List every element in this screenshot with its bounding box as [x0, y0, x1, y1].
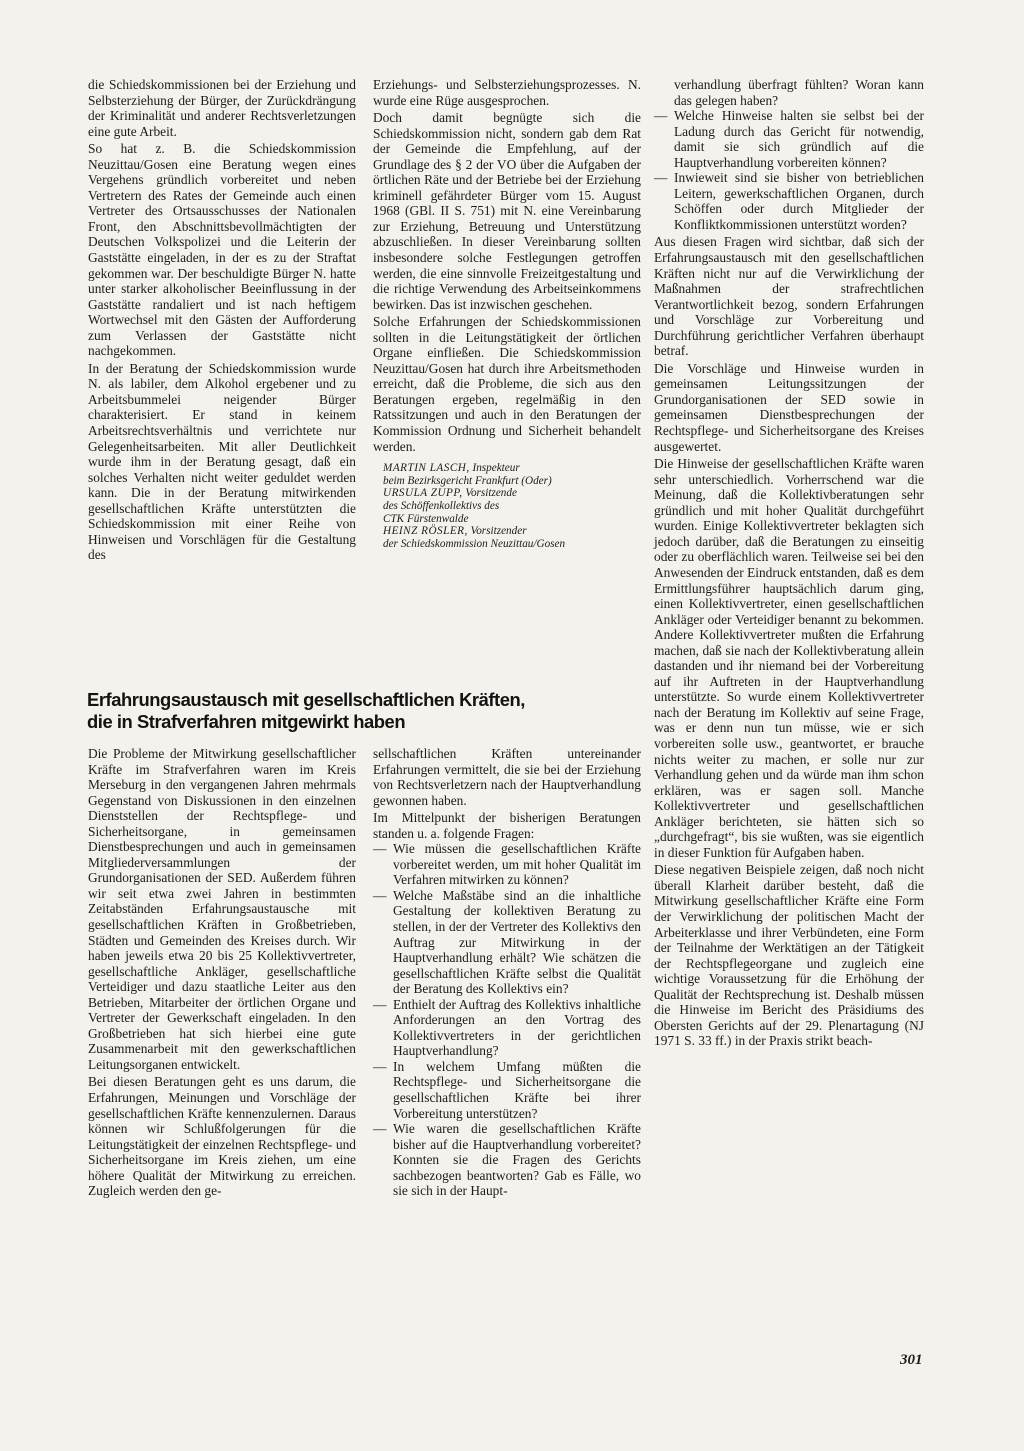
top-column-2: [373, 77, 641, 550]
question-continuation: verhandlung überfragt fühlten? Woran kann das gelegen haben?: [674, 77, 924, 108]
list-item: — Inwieweit sind sie bisher von betrieblichen Leitern, gewerkschaftlichen Organen, durch Schöffen oder durch Mitglieder der Konfliktkommissionen unterstützt worden?: [654, 170, 924, 232]
list-item: — Welche Maßstäbe sind an die inhaltliche Gestaltung der kollektiven Beratung zu stellen, in der der Vertreter des Kollektivs den Auftrag zur Mitwirkung in der Hauptverhandlung erhält? Wie schätzen die gesellschaftlichen Kräfte selbst die Qualität der Beratung des Kollektivs ein?: [373, 888, 641, 997]
paragraph: Erziehungs- und Selbsterziehungsprozesses. N. wurde eine Rüge ausgesprochen.: [373, 77, 641, 108]
question-list: [654, 108, 924, 232]
paragraph: Diese negativen Beispiele zeigen, daß noch nicht überall Klarheit darüber besteht, daß die Mitwirkung gesellschaftlicher Kräfte eine Form der Verwirklichung der politischen Macht der Arbeiterklasse und ihrer Verbündeten, eine Form der Teilnahme der Werktätigen an der Tätigkeit der Rechtspflegeorgane und zugleich eine wichtige Voraussetzung für die Erhöhung der Qualität der Rechtsprechung ist. Deshalb müssen die Hinweise im Bericht des Präsidiums des Obersten Gerichts auf der 29. Plenartagung (NJ 1971 S. 33 ff.) in der Praxis strikt beach-: [654, 862, 924, 1049]
right-column: [654, 77, 924, 1051]
list-item: — Enthielt der Auftrag des Kollektivs inhaltliche Anforderungen an den Vortrag des Kollektivvertreters in der gerichtlichen Hauptverhandlung?: [373, 997, 641, 1059]
list-item: — Wie müssen die gesellschaftlichen Kräfte vorbereitet werden, um mit hoher Qualität im Verfahren mitwirken zu können?: [373, 841, 641, 888]
author-signatures: MARTIN LASCH, Inspekteur beim Bezirksgericht Frankfurt (Oder) URSULA ZUPP, Vorsitzende des Schöffenkollektivs des CTK Fürstenwalde HEINZ RÖSLER, Vorsitzender der Schiedskommission Neuzittau/Gosen: [373, 462, 641, 550]
paragraph: In der Beratung der Schiedskommission wurde N. als labiler, dem Alkohol ergebener und zu Arbeitsbummelei neigender Bürger charakterisiert. Er stand in keinem Arbeitsrechtsverhältnis und verrichtete nur Gelegenheitsarbeiten. Mit aller Deutlichkeit wurde ihm in der Beratung gesagt, daß ein solches Verhalten nicht weiter geduldet werden kann. Die in der Beratung mitwirkenden gesellschaftlichen Kräfte unterstützten die Schiedskommission mit einer Reihe von Hinweisen und Vorschlägen für die Gestaltung des: [88, 360, 356, 563]
paragraph: Die Hinweise der gesellschaftlichen Kräfte waren sehr unterschiedlich. Vorherrschend war die Meinung, daß die Kollektivberatungen sehr gründlich und mit hoher Qualität durchgeführt wurden. Einige Kollektivvertreter beklagten sich jedoch darüber, daß die Beratungen zu einseitig oder zu oberflächlich waren. Teilweise sei bei den Anwesenden der Eindruck entstanden, daß es dem Ermittlungsführer hauptsächlich darum ging, einen Kollektivvertreter, einen gesellschaftlichen Ankläger oder Verteidiger benannt zu bekommen. Andere Kollektivvertreter mußten die Erfahrung machen, daß sie nach der Kollektivberatung allein dastanden und ihr niemand bei der Vorbereitung auf ihr Auftreten in der Hauptverhandlung unterstützte. So wurde einem Kollektivvertreter nach der Beratung im Kollektiv auf seine Frage, was er denn nun tun müsse, wie er sich vorbereiten solle usw., geantwortet, er brauche nichts weiter zu machen, er solle nur zur Verhandlung gehen und da würde man ihm schon erklären, was er sagen soll. Manche Kollektivvertreter und gesellschaftlichen Ankläger berichteten, sie hätten sich so „durchgefragt“, bis sie wußten, was sie eigentlich in dieser Funktion für Aufgaben haben.: [654, 456, 924, 860]
paragraph: Solche Erfahrungen der Schiedskommissionen sollten in die Leitungstätigkeit der örtlichen Organe einfließen. Die Schiedskommission Neuzittau/Gosen hat durch ihre Arbeitsmethoden erreicht, daß die Probleme, die sich aus den Beratungen ergeben, regelmäßig in den Ratssitzungen und auch in den Beratungen der Kommission Ordnung und Sicherheit behandelt werden.: [373, 314, 641, 454]
paragraph: die Schiedskommissionen bei der Erziehung und Selbsterziehung der Bürger, der Zurückdrängung der Kriminalität und anderer Rechtsverletzungen eine gute Arbeit.: [88, 77, 356, 139]
paragraph: Im Mittelpunkt der bisherigen Beratungen standen u. a. folgende Fragen:: [373, 810, 641, 841]
paragraph: Die Vorschläge und Hinweise wurden in gemeinsamen Leitungssitzungen der Grundorganisationen der SED sowie in gemeinsamen Dienstbesprechungen der Rechtspflege- und Sicherheitsorgane des Kreises ausgewertet.: [654, 360, 924, 454]
paragraph: So hat z. B. die Schiedskommission Neuzittau/Gosen eine Beratung wegen eines Vergehens gründlich vorbereitet und neben Vertretern des Rates der Gemeinde auch einen Vertreter des Ortsausschusses der Nationalen Front, den Abschnittsbevollmächtigten der Deutschen Volkspolizei und die Leiterin der Gaststätte eingeladen, in der es zu der Straftat gekommen war. Der beschuldigte Bürger N. hatte unter starker alkoholischer Beeinflussung in der Gaststätte randaliert und ist nach heftigem Wortwechsel mit den Gästen der Aufforderung zum Verlassen der Gaststätte nicht nachgekommen.: [88, 141, 356, 359]
paragraph: Bei diesen Beratungen geht es uns darum, die Erfahrungen, Meinungen und Vorschläge der gesellschaftlichen Kräfte kennenzulernen. Daraus können wir Schlußfolgerungen für die Leitungstätigkeit der einzelnen Rechtspflege- und Sicherheitsorgane im Kreis ziehen, um eine höhere Qualität der Mitwirkung zu erreichen. Zugleich werden den ge-: [88, 1074, 356, 1199]
signature-lasch: MARTIN LASCH, Inspekteur: [383, 462, 520, 475]
list-item: — Wie waren die gesellschaftlichen Kräfte bisher auf die Hauptverhandlung vorbereitet? Konnten sie die Fragen des Gerichts sachbezogen beantworten? Gab es Fälle, wo sie sich in der Haupt-: [373, 1121, 641, 1199]
question-list: [373, 841, 641, 1199]
signature-zupp: URSULA ZUPP, Vorsitzende: [383, 487, 517, 500]
top-column-1: [88, 77, 356, 565]
article-headline: Erfahrungsaustausch mit gesellschaftlichen Kräften, die in Strafverfahren mitgewirkt haben: [87, 689, 525, 732]
list-item: — In welchem Umfang müßten die Rechtspflege- und Sicherheitsorgane die gesellschaftlichen Kräfte bei ihrer Vorbereitung unterstützen?: [373, 1059, 641, 1121]
list-item: — Welche Hinweise halten sie selbst bei der Ladung durch das Gericht für notwendig, damit sie sich gründlich auf die Hauptverhandlung vorbereiten können?: [654, 108, 924, 170]
paragraph: sellschaftlichen Kräften untereinander Erfahrungen vermittelt, die sie bei der Erziehung von Rechtsverletzern nach der Hauptverhandlung gewonnen haben.: [373, 746, 641, 808]
paragraph: Doch damit begnügte sich die Schiedskommission nicht, sondern gab dem Rat der Gemeinde die Empfehlung, auf der Grundlage des § 2 der VO über die Aufgaben der örtlichen Räte und der Betriebe bei der Erziehung kriminell gefährdeter Bürger vom 15. August 1968 (GBl. II S. 751) mit N. eine Vereinbarung zur Erziehung, Betreuung und Unterstützung abzuschließen. In dieser Vereinbarung sollten insbesondere solche Festlegungen getroffen werden, die eine sinnvolle Freizeitgestaltung und die richtige Verwendung des Arbeitseinkommens bewirken. Das ist inzwischen geschehen.: [373, 110, 641, 312]
page-number: 301: [900, 1352, 923, 1368]
paragraph: Die Probleme der Mitwirkung gesellschaftlicher Kräfte im Strafverfahren waren im Kreis Merseburg in den vergangenen Jahren mehrmals Gegenstand von Diskussionen in den einzelnen Dienststellen der Rechtspflege- und Sicherheitsorgane, in gemeinsamen Dienstbesprechungen und auch in gemeinsamen Mitgliederversammlungen der Grundorganisationen der SED. Außerdem führen wir seit etwa zwei Jahren in bestimmten Zeitabständen Erfahrungsaustausche mit gesellschaftlichen Kräften in Großbetrieben, Städten und Gemeinden des Kreises durch. Wir haben jeweils etwa 20 bis 25 Kollektivvertreter, gesellschaftliche Ankläger, gesellschaftliche Verteidiger und dazu staatliche Leiter aus den Betrieben, Mitarbeiter der örtlichen Organe und Vertreter der Gewerkschaft eingeladen. In den Großbetrieben hat sich hierbei eine gute Zusammenarbeit mit den gewerkschaftlichen Leitungsorganen entwickelt.: [88, 746, 356, 1072]
paragraph: Aus diesen Fragen wird sichtbar, daß sich der Erfahrungsaustausch mit den gesellschaftlichen Kräften nicht nur auf die Verwirklichung der Maßnahmen der strafrechtlichen Verantwortlichkeit bezog, sondern Erfahrungen und Vorschläge zur Vorbereitung und Durchführung gerichtlicher Verfahren überhaupt betraf.: [654, 234, 924, 359]
article-column-1: [88, 746, 356, 1201]
signature-roesler: HEINZ RÖSLER, Vorsitzender: [383, 525, 527, 538]
article-column-2: [373, 746, 641, 1201]
